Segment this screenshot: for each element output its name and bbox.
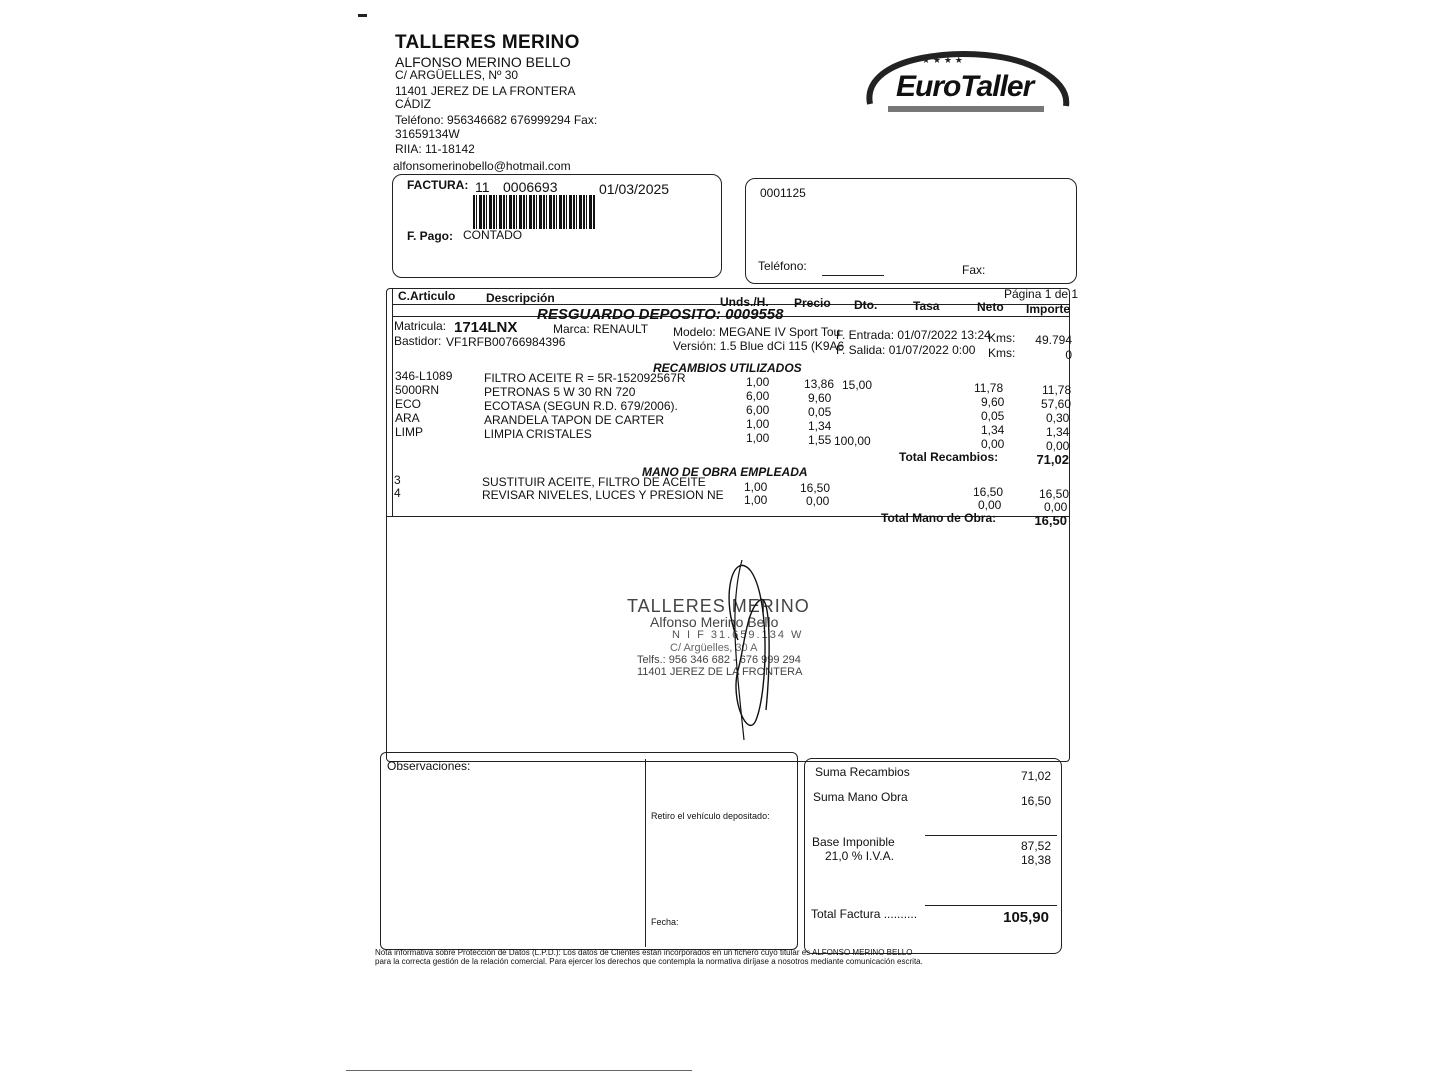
part-desc: FILTRO ACEITE R = 5R-152092567R: [484, 371, 686, 385]
col-desc: Descripción: [486, 291, 555, 305]
part-amount: 57,60: [1041, 397, 1072, 411]
sum-parts-label: Suma Recambios: [815, 765, 910, 779]
company-owner: ALFONSO MERINO BELLO: [395, 54, 571, 70]
parts-list: [386, 369, 1072, 453]
labor-units: 1,00: [744, 493, 768, 507]
part-amount: 0,00: [1046, 439, 1070, 453]
parts-total-value: 71,02: [1036, 452, 1069, 467]
plate-value: 1714LNX: [454, 319, 518, 336]
vehicle-model: Modelo: MEGANE IV Sport Tou: [673, 325, 841, 339]
part-net: 1,34: [981, 423, 1005, 437]
company-name: TALLERES MERINO: [395, 32, 580, 53]
stamp-line-1: TALLERES MERINO: [627, 596, 810, 616]
labor-list: [386, 473, 1072, 514]
part-desc: LIMPIA CRISTALES: [484, 427, 592, 441]
part-desc: ECOTASA (SEGUN R.D. 679/2006).: [484, 399, 678, 413]
part-discount: 100,00: [834, 434, 871, 448]
part-amount: 0,30: [1046, 411, 1070, 425]
part-price: 0,05: [808, 405, 832, 419]
company-province: CÁDIZ: [395, 97, 431, 111]
labor-amount: 16,50: [1039, 487, 1070, 501]
part-net: 0,00: [981, 437, 1005, 451]
kms-value-1: 49.794: [1035, 333, 1072, 347]
vehicle-brand: Marca: RENAULT: [553, 322, 649, 336]
totals-box: [804, 758, 1062, 954]
scan-mark: [358, 14, 367, 17]
vehicle-entry: F. Entrada: 01/07/2022 13:24: [836, 328, 991, 342]
col-rate: Tasa: [913, 299, 940, 313]
part-net: 11,78: [974, 381, 1004, 395]
pickup-label: Retiro el vehículo depositado:: [651, 811, 770, 821]
part-desc: ARANDELA TAPON DE CARTER: [484, 413, 665, 427]
legal-note: [375, 948, 923, 966]
part-code: ARA: [395, 411, 420, 425]
legal-line-1: Nota informativa sobre Protección de Datos (L.P.D.): Los datos de Clientes están incorporados en un fichero cuyo titular es ALFONSO MERINO BELLO: [375, 948, 913, 957]
labor-desc: SUSTITUIR ACEITE, FILTRO DE ACEITE: [482, 475, 706, 489]
company-riia: RIIA: 11-18142: [395, 142, 475, 156]
labor-total-value: 16,50: [1034, 513, 1067, 528]
col-units: Unds./H.: [720, 295, 769, 309]
sum-labor-value: 16,50: [1020, 794, 1051, 808]
sum-labor-label: Suma Mano Obra: [813, 790, 908, 804]
total-value: 105,90: [1003, 909, 1049, 926]
parts-total-label: Total Recambios:: [899, 450, 999, 464]
invoice-label: FACTURA:: [407, 178, 469, 192]
part-units: 6,00: [746, 403, 770, 417]
company-stamp: [620, 540, 850, 750]
deposit-title: RESGUARDO DEPOSITO: 0009558: [537, 306, 784, 323]
stamp-line-2: Alfonso Merino Bello: [650, 614, 779, 630]
client-fax-label: Fax:: [962, 263, 986, 277]
stamp-line-3: N I F 31.659.134 W: [672, 629, 804, 641]
part-units: 1,00: [746, 431, 770, 445]
labor-units: 1,00: [744, 480, 768, 494]
base-rule: [925, 835, 1057, 836]
col-price: Precio: [794, 296, 831, 310]
client-code: 0001125: [760, 186, 806, 200]
part-discount: 15,00: [842, 378, 873, 392]
part-price: 1,34: [808, 419, 832, 433]
company-phone: Teléfono: 956346682 676999294 Fax:: [395, 113, 598, 127]
kms-label-2: Kms:: [988, 346, 1016, 360]
part-price: 1,55: [808, 433, 832, 447]
col-discount: Dto.: [854, 298, 878, 312]
part-units: 1,00: [746, 375, 770, 389]
part-amount: 1,34: [1046, 425, 1070, 439]
total-label: Total Factura ..........: [811, 907, 918, 921]
labor-net: 16,50: [973, 485, 1004, 499]
labor-code: 4: [394, 486, 401, 500]
invoice-date: 01/03/2025: [599, 181, 670, 197]
stamp-line-4: C/ Argüelles, 30 A: [670, 642, 758, 654]
labor-desc: REVISAR NIVELES, LUCES Y PRESION NE: [482, 488, 724, 502]
plate-label: Matricula:: [394, 319, 447, 333]
company-email: alfonsomerinobello@hotmail.com: [393, 159, 571, 173]
legal-line-2: para la correcta gestión de la relación comercial. Para ejercer los derechos que contempla la normativa diríjase a nosotros mediante comunicación escrita.: [375, 957, 923, 966]
part-code: 346-L1089: [395, 369, 453, 383]
part-amount: 11,78: [1042, 383, 1072, 397]
observations-label: Observaciones:: [387, 759, 471, 773]
labor-amount: 0,00: [1044, 500, 1068, 514]
labor-title: MANO DE OBRA EMPLEADA: [642, 465, 808, 479]
chassis-label: Bastidor:: [394, 334, 442, 348]
kms-label-1: Kms:: [988, 331, 1016, 345]
part-desc: PETRONAS 5 W 30 RN 720: [484, 385, 636, 399]
part-net: 9,60: [981, 395, 1005, 409]
invoice-series: 11: [475, 179, 490, 195]
stamp-line-5: Telfs.: 956 346 682 - 676 999 294: [637, 654, 801, 666]
part-units: 1,00: [746, 417, 770, 431]
invoice-number: 0006693: [503, 179, 558, 195]
kms-value-2: 0: [1065, 348, 1072, 362]
vat-label: 21,0 % I.V.A.: [825, 849, 894, 863]
payment-label: F. Pago:: [407, 229, 454, 243]
signature-icon: [620, 540, 850, 750]
payment-value: CONTADO: [463, 228, 523, 242]
base-label: Base Imponible: [812, 835, 895, 849]
scan-edge-line: [346, 1070, 692, 1071]
part-net: 0,05: [981, 409, 1005, 423]
company-city: 11401 JEREZ DE LA FRONTERA: [395, 84, 576, 98]
col-amount: Importe: [1026, 302, 1071, 316]
table-row: [386, 486, 1072, 514]
vehicle-version: Versión: 1.5 Blue dCi 115 (K9A6: [673, 339, 845, 353]
vehicle-exit: F. Salida: 01/07/2022 0:00: [836, 343, 976, 357]
company-street: C/ ARGÜELLES, Nº 30: [395, 68, 519, 82]
labor-price: 0,00: [806, 494, 830, 508]
svg-text:★ ★ ★ ★: ★ ★ ★ ★: [922, 56, 963, 66]
part-code: 5000RN: [395, 383, 440, 397]
labor-code: 3: [394, 473, 401, 487]
labor-price: 16,50: [800, 481, 831, 495]
labor-total-label: Total Mano de Obra:: [881, 511, 997, 525]
part-price: 13,86: [804, 377, 835, 391]
col-code: C.Articulo: [398, 289, 456, 303]
vat-value: 18,38: [1020, 853, 1051, 867]
base-value: 87,52: [1020, 839, 1051, 853]
observations-divider: [645, 759, 646, 947]
observations-box: [380, 752, 798, 950]
company-nif: 31659134W: [395, 127, 460, 141]
table-row: [386, 425, 1072, 453]
page-indicator: Página 1 de 1: [1004, 287, 1079, 301]
parts-title: RECAMBIOS UTILIZADOS: [653, 361, 802, 375]
part-code: LIMP: [395, 425, 424, 439]
chassis-value: VF1RFB00766984396: [446, 335, 566, 349]
logo-text: EuroTaller: [896, 70, 1034, 103]
sum-parts-value: 71,02: [1020, 769, 1051, 783]
part-code: ECO: [395, 397, 422, 411]
labor-net: 0,00: [978, 498, 1002, 512]
client-phone-label: Teléfono:: [758, 259, 807, 273]
stamp-line-6: 11401 JEREZ DE LA FRONTERA: [637, 666, 803, 678]
part-units: 6,00: [746, 389, 770, 403]
date-label: Fecha:: [651, 917, 679, 927]
part-price: 9,60: [808, 391, 832, 405]
total-rule: [925, 905, 1057, 906]
col-net: Neto: [977, 300, 1004, 314]
